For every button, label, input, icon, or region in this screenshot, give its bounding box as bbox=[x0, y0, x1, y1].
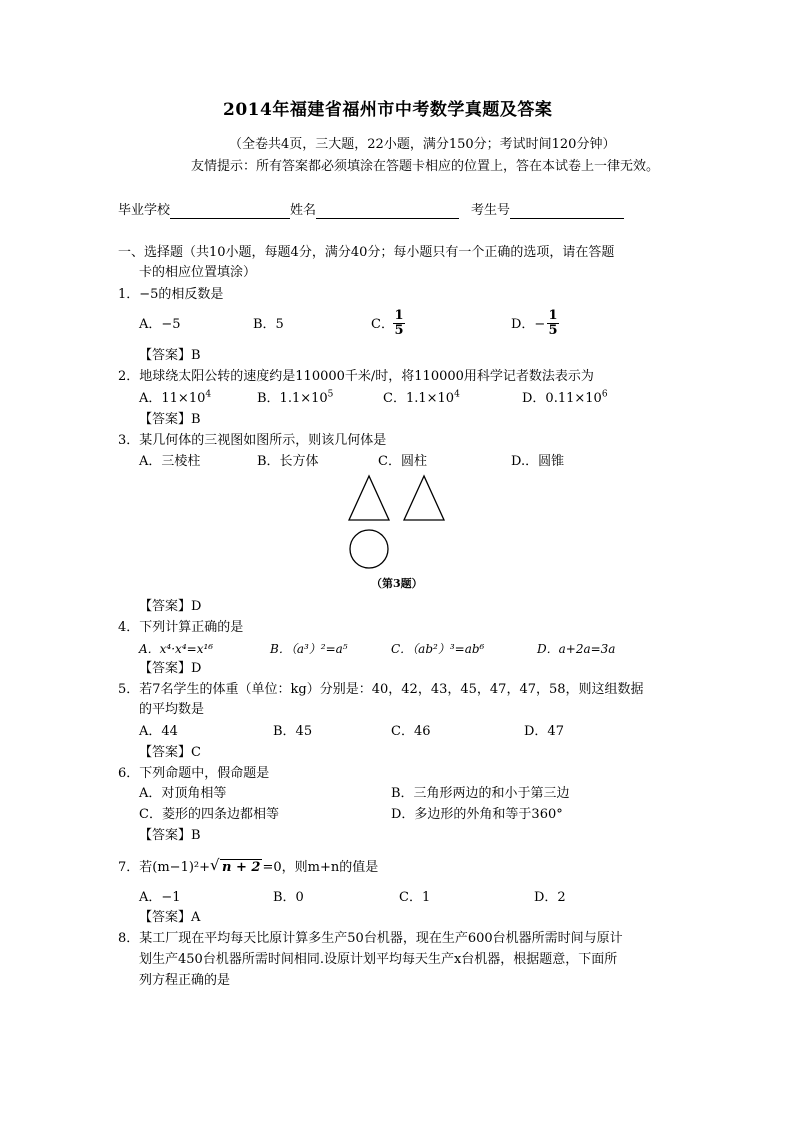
q6-option-b: B．三角形两边的和小于第三边 bbox=[391, 786, 570, 801]
exam-no-label: 考生号 bbox=[471, 203, 511, 218]
answer-label: 【答案】 bbox=[139, 910, 192, 925]
sqrt-sign: √ bbox=[210, 856, 220, 874]
section1-heading-line2: 卡的相应位置填涂） bbox=[139, 265, 257, 280]
q8-stem-line1: 8．某工厂现在平均每天比原计算多生产50台机器，现在生产600台机器所需时间与原计 bbox=[118, 931, 623, 946]
q1-option-c-fraction bbox=[393, 309, 405, 338]
q1-c-denominator: 5 bbox=[394, 323, 404, 338]
q2-c-exp: 4 bbox=[454, 389, 460, 400]
q2-d-base: D．0.11×10 bbox=[522, 391, 602, 406]
q7-answer bbox=[139, 910, 200, 926]
q1-option-d: D．− bbox=[511, 317, 546, 332]
q8-stem-line2: 划生产450台机器所需时间相同.设原计划平均每天生产x台机器，根据题意，下面所 bbox=[139, 952, 618, 967]
q4-option-d: D．a+2a=3a bbox=[537, 642, 616, 656]
q6-option-c: C．菱形的四条边都相等 bbox=[139, 807, 279, 822]
exam-no-field[interactable] bbox=[510, 204, 624, 219]
school-label: 毕业学校 bbox=[118, 203, 171, 218]
q3-answer bbox=[139, 599, 201, 615]
q2-option-c bbox=[383, 391, 460, 407]
q3-answer-value: D bbox=[191, 599, 202, 614]
q4-option-b: B．（a³）²=a⁵ bbox=[270, 642, 348, 656]
q2-a-exp: 4 bbox=[205, 389, 212, 400]
q6-answer bbox=[139, 828, 201, 844]
q3-option-c: C．圆柱 bbox=[378, 454, 427, 469]
q6-option-a: A．对顶角相等 bbox=[139, 786, 227, 801]
q2-option-b bbox=[257, 391, 333, 407]
q1-c-numerator: 1 bbox=[394, 308, 404, 323]
q5-option-a: A．44 bbox=[139, 724, 178, 739]
q7-radicand: n + 2 bbox=[222, 860, 261, 875]
q7-option-a: A．−1 bbox=[139, 890, 181, 905]
q6-answer-value: B bbox=[191, 828, 201, 843]
q1-option-b: B．5 bbox=[253, 317, 284, 332]
answer-label: 【答案】 bbox=[139, 599, 192, 614]
page-title: 2014年福建省福州市中考数学真题及答案 bbox=[223, 100, 553, 120]
q3-stem: 3．某几何体的三视图如图所示，则该几何体是 bbox=[118, 433, 387, 448]
q7-option-c: C．1 bbox=[399, 890, 431, 905]
q8-stem-line3: 列方程正确的是 bbox=[139, 973, 231, 988]
q2-answer bbox=[139, 412, 201, 428]
q3-figure-caption: （第3题） bbox=[371, 577, 423, 590]
q3-option-d: D.．圆锥 bbox=[511, 454, 565, 469]
answer-label: 【答案】 bbox=[139, 348, 192, 363]
answer-label: 【答案】 bbox=[139, 828, 192, 843]
q2-answer-value: B bbox=[191, 412, 201, 427]
q7-option-b: B．0 bbox=[273, 890, 304, 905]
q3-option-a: A．三棱柱 bbox=[139, 454, 201, 469]
q1-d-numerator: 1 bbox=[548, 308, 558, 323]
q5-stem-line2: 的平均数是 bbox=[139, 702, 205, 717]
q1-stem: 1．−5的相反数是 bbox=[118, 287, 224, 302]
q7-stem bbox=[118, 856, 379, 876]
q4-answer-value: D bbox=[191, 661, 202, 676]
friendly-tip: 友情提示：所有答案都必须填涂在答题卡相应的位置上，答在本试卷上一律无效。 bbox=[191, 159, 660, 174]
q6-option-d: D．多边形的外角和等于360° bbox=[391, 807, 563, 822]
q4-option-c: C．（ab²）³=ab⁶ bbox=[391, 642, 485, 656]
answer-label: 【答案】 bbox=[139, 412, 192, 427]
answer-label: 【答案】 bbox=[139, 661, 192, 676]
q4-answer bbox=[139, 661, 201, 677]
q2-d-exp: 6 bbox=[601, 389, 608, 400]
name-label: 姓名 bbox=[290, 203, 317, 218]
q1-option-c: C． bbox=[371, 317, 394, 332]
q2-c-base: C．1.1×10 bbox=[383, 391, 455, 406]
side-view-triangle bbox=[404, 476, 444, 520]
q7-sqrt bbox=[210, 856, 262, 876]
q2-stem: 2．地球绕太阳公转的速度约是110000千米/时，将110000用科学记者数法表示为 bbox=[118, 369, 594, 384]
q7-stem-pre: 7．若(m−1)²+ bbox=[118, 860, 211, 875]
q4-stem: 4．下列计算正确的是 bbox=[118, 620, 244, 635]
q2-b-exp: 5 bbox=[327, 389, 334, 400]
q2-option-d bbox=[522, 391, 608, 407]
q7-stem-post: =0，则m+n的值是 bbox=[262, 860, 379, 875]
q5-option-b: B．45 bbox=[273, 724, 313, 739]
school-field[interactable] bbox=[170, 204, 290, 219]
name-field[interactable] bbox=[316, 204, 459, 219]
q6-stem: 6．下列命题中，假命题是 bbox=[118, 766, 270, 781]
q7-answer-value: A bbox=[191, 910, 201, 925]
q4-option-a: A．x⁴·x⁴=x¹⁶ bbox=[139, 642, 214, 656]
student-info-row bbox=[118, 203, 624, 219]
q1-option-a: A．−5 bbox=[139, 317, 181, 332]
q5-option-c: C．46 bbox=[391, 724, 431, 739]
q1-answer bbox=[139, 348, 201, 364]
exam-info: （全卷共4页，三大题，22小题，满分150分；考试时间120分钟） bbox=[229, 137, 616, 152]
q1-option-d-fraction bbox=[547, 309, 559, 338]
q5-answer-value: C bbox=[191, 745, 201, 760]
front-view-triangle bbox=[349, 476, 389, 520]
q5-answer bbox=[139, 745, 201, 761]
q1-answer-value: B bbox=[191, 348, 201, 363]
q7-option-d: D．2 bbox=[534, 890, 566, 905]
answer-label: 【答案】 bbox=[139, 745, 192, 760]
q2-option-a bbox=[139, 391, 211, 407]
q2-a-base: A．11×10 bbox=[139, 391, 206, 406]
q2-b-base: B．1.1×10 bbox=[257, 391, 328, 406]
top-view-circle bbox=[350, 530, 388, 568]
q5-stem-line1: 5．若7名学生的体重（单位：kg）分别是：40，42，43，45，47，47，58，则这组数据 bbox=[118, 682, 644, 697]
q5-option-d: D．47 bbox=[524, 724, 564, 739]
section1-heading-line1: 一、选择题（共10小题，每题4分，满分40分；每小题只有一个正确的选项，请在答题 bbox=[118, 245, 615, 260]
q1-d-denominator: 5 bbox=[548, 323, 558, 338]
q3-option-b: B．长方体 bbox=[257, 454, 319, 469]
